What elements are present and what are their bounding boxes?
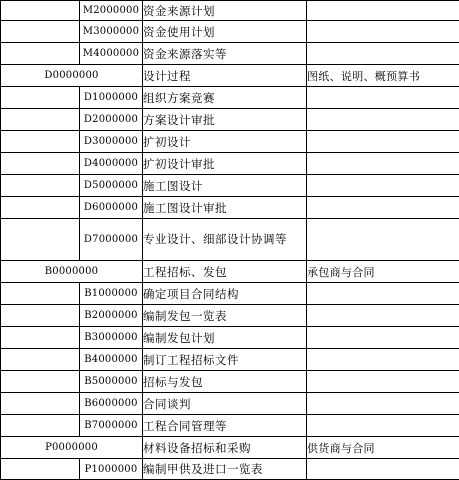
task-name-cell: 编制发包一览表 bbox=[143, 305, 307, 327]
note-cell bbox=[307, 393, 459, 415]
code-cell: P1000000 bbox=[80, 459, 143, 480]
code-cell: B2000000 bbox=[80, 305, 143, 327]
code-cell: M3000000 bbox=[80, 21, 143, 43]
indent-cell bbox=[1, 415, 80, 437]
table-row bbox=[1, 109, 459, 131]
note-cell bbox=[307, 327, 459, 349]
code-cell: P0000000 bbox=[1, 437, 143, 459]
code-cell: B1000000 bbox=[80, 283, 143, 305]
task-name-cell: 施工图设计审批 bbox=[143, 197, 307, 219]
indent-cell bbox=[1, 175, 80, 197]
code-cell: D1000000 bbox=[80, 87, 143, 109]
note-cell bbox=[307, 175, 459, 197]
table-row bbox=[1, 1, 459, 21]
task-name-cell: 资金来源落实等 bbox=[143, 43, 307, 65]
code-cell: B4000000 bbox=[80, 349, 143, 371]
task-name-cell: 材料设备招标和采购 bbox=[143, 437, 307, 459]
note-cell bbox=[307, 349, 459, 371]
note-cell: 供货商与合同 bbox=[307, 437, 459, 459]
code-cell: D3000000 bbox=[80, 131, 143, 153]
task-name-cell: 专业设计、细部设计协调等 bbox=[143, 219, 307, 261]
task-name-cell: 工程招标、发包 bbox=[143, 261, 307, 283]
indent-cell bbox=[1, 327, 80, 349]
indent-cell bbox=[1, 197, 80, 219]
note-cell bbox=[307, 219, 459, 261]
indent-cell bbox=[1, 393, 80, 415]
indent-cell bbox=[1, 131, 80, 153]
table-row bbox=[1, 197, 459, 219]
code-cell: B0000000 bbox=[1, 261, 143, 283]
note-cell bbox=[307, 87, 459, 109]
code-cell: D7000000 bbox=[80, 219, 143, 261]
table-row bbox=[1, 43, 459, 65]
code-cell: D4000000 bbox=[80, 153, 143, 175]
table-row bbox=[1, 415, 459, 437]
task-name-cell: 编制发包计划 bbox=[143, 327, 307, 349]
code-cell: B3000000 bbox=[80, 327, 143, 349]
indent-cell bbox=[1, 219, 80, 261]
table-row bbox=[1, 305, 459, 327]
code-cell: D5000000 bbox=[80, 175, 143, 197]
code-cell: B5000000 bbox=[80, 371, 143, 393]
task-name-cell: 扩初设计审批 bbox=[143, 153, 307, 175]
note-cell bbox=[307, 43, 459, 65]
note-cell bbox=[307, 305, 459, 327]
task-name-cell: 组织方案竞赛 bbox=[143, 87, 307, 109]
table-row bbox=[1, 175, 459, 197]
table-row bbox=[1, 283, 459, 305]
note-cell bbox=[307, 131, 459, 153]
note-cell bbox=[307, 109, 459, 131]
task-name-cell: 资金来源计划 bbox=[143, 1, 307, 21]
indent-cell bbox=[1, 87, 80, 109]
note-cell bbox=[307, 197, 459, 219]
table-row bbox=[1, 87, 459, 109]
table-row bbox=[1, 219, 459, 261]
indent-cell bbox=[1, 21, 80, 43]
code-cell: M2000000 bbox=[80, 1, 143, 21]
note-cell bbox=[307, 459, 459, 480]
code-cell: D0000000 bbox=[1, 65, 143, 87]
note-cell bbox=[307, 283, 459, 305]
task-name-cell: 施工图设计 bbox=[143, 175, 307, 197]
task-name-cell: 编制甲供及进口一览表 bbox=[143, 459, 307, 480]
table-row bbox=[1, 371, 459, 393]
table-row bbox=[1, 393, 459, 415]
table-row bbox=[1, 21, 459, 43]
code-cell: B6000000 bbox=[80, 393, 143, 415]
task-name-cell: 扩初设计 bbox=[143, 131, 307, 153]
indent-cell bbox=[1, 459, 80, 480]
code-cell: D6000000 bbox=[80, 197, 143, 219]
indent-cell bbox=[1, 43, 80, 65]
table-row bbox=[1, 459, 459, 480]
note-cell bbox=[307, 415, 459, 437]
task-name-cell: 资金使用计划 bbox=[143, 21, 307, 43]
indent-cell bbox=[1, 349, 80, 371]
note-cell bbox=[307, 1, 459, 21]
note-cell bbox=[307, 153, 459, 175]
table-row bbox=[1, 153, 459, 175]
indent-cell bbox=[1, 305, 80, 327]
task-name-cell: 确定项目合同结构 bbox=[143, 283, 307, 305]
note-cell bbox=[307, 371, 459, 393]
table-row bbox=[1, 261, 459, 283]
note-cell bbox=[307, 21, 459, 43]
table-row bbox=[1, 327, 459, 349]
task-name-cell: 设计过程 bbox=[143, 65, 307, 87]
code-cell: M4000000 bbox=[80, 43, 143, 65]
indent-cell bbox=[1, 1, 80, 21]
task-name-cell: 工程合同管理等 bbox=[143, 415, 307, 437]
indent-cell bbox=[1, 109, 80, 131]
indent-cell bbox=[1, 153, 80, 175]
indent-cell bbox=[1, 371, 80, 393]
task-name-cell: 招标与发包 bbox=[143, 371, 307, 393]
task-name-cell: 合同谈判 bbox=[143, 393, 307, 415]
code-cell: D2000000 bbox=[80, 109, 143, 131]
table-row bbox=[1, 131, 459, 153]
table-row bbox=[1, 65, 459, 87]
task-name-cell: 方案设计审批 bbox=[143, 109, 307, 131]
note-cell: 图纸、说明、概预算书 bbox=[307, 65, 459, 87]
code-cell: B7000000 bbox=[80, 415, 143, 437]
indent-cell bbox=[1, 283, 80, 305]
table-row bbox=[1, 349, 459, 371]
task-name-cell: 制订工程招标文件 bbox=[143, 349, 307, 371]
table-row bbox=[1, 437, 459, 459]
note-cell: 承包商与合同 bbox=[307, 261, 459, 283]
